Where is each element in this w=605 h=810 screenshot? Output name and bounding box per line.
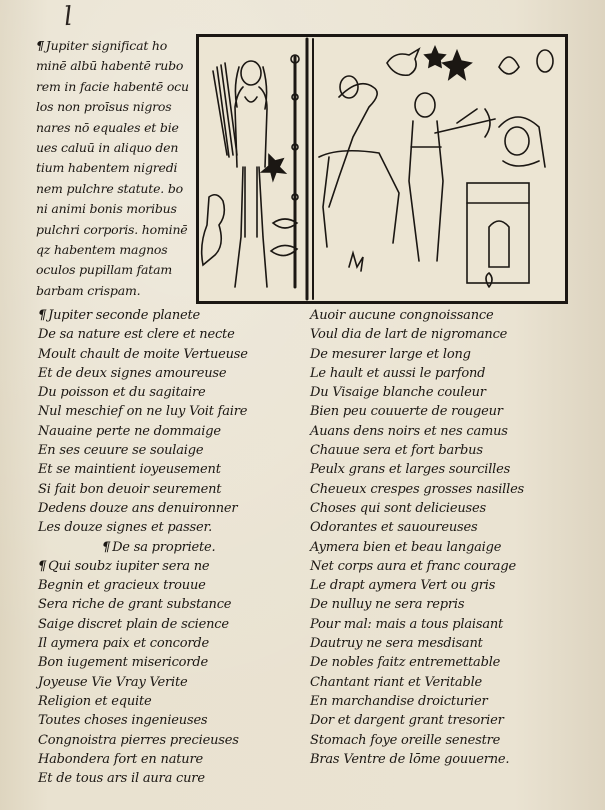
verse-line: Il aymera paix et concorde xyxy=(38,636,209,652)
verse-line: Congnoistra pierres precieuses xyxy=(38,732,239,748)
latin-line: tium habentem nigredi xyxy=(36,160,178,176)
folio-mark: l xyxy=(62,1,74,33)
latin-line: nem pulchre statute. bo xyxy=(36,180,183,196)
jupiter-woodcut-figure xyxy=(199,37,565,301)
verse-line: Cheueux crespes grosses nasilles xyxy=(310,481,525,497)
latin-line: ¶ Jupiter significat ho xyxy=(36,38,168,53)
verse-line: Stomach foye oreille senestre xyxy=(310,732,501,748)
verse-line: Nauaine perte ne dommaige xyxy=(38,423,221,439)
verse-line: Les douze signes et passer. xyxy=(38,520,213,536)
verse-line: Dedens douze ans denuironner xyxy=(38,500,238,516)
pilcrow-icon: ¶ xyxy=(102,539,111,555)
latin-line: nares nō equales et bie xyxy=(36,119,179,135)
verse-line: Chauue sera et fort barbus xyxy=(310,443,483,459)
verse-line: En marchandise droicturier xyxy=(310,693,488,709)
verse-line: Net corps aura et franc courage xyxy=(310,558,516,574)
verse-line: Dor et dargent grant tresorier xyxy=(310,713,504,729)
verse-line: De nulluy ne sera repris xyxy=(310,597,465,613)
right-verse-column xyxy=(310,306,580,769)
verse-line: Auoir aucune congnoissance xyxy=(310,308,494,323)
verse-line: Auans dens noirs et nes camus xyxy=(310,423,508,439)
pilcrow-icon: ¶ xyxy=(38,558,47,574)
verse-line: Aymera bien et beau langaige xyxy=(310,539,502,555)
latin-line: los non proīsus nigros xyxy=(36,99,172,115)
verse-line: Odorantes et sauoureuses xyxy=(310,520,478,536)
verse-line: Toutes choses ingenieuses xyxy=(38,713,208,729)
verse-line: Choses qui sont delicieuses xyxy=(310,500,486,516)
verse-line: Bras Ventre de lōme gouuerne. xyxy=(310,751,510,767)
verse-line: De nobles faitz entremettable xyxy=(310,655,501,671)
verse-line: Le drapt aymera Vert ou gris xyxy=(310,578,496,594)
latin-description xyxy=(36,36,196,301)
latin-line: rem in facie habentē ocu xyxy=(36,78,189,94)
woodcut-illustration xyxy=(196,34,568,304)
verse-line: Et de deux signes amoureuse xyxy=(38,365,227,381)
pilcrow-icon: ¶ xyxy=(38,308,47,323)
latin-line: qz habentem magnos xyxy=(36,242,168,258)
verse-line: Pour mal: mais a tous plaisant xyxy=(310,616,504,632)
verse-line: Le hault et aussi le parfond xyxy=(310,365,486,381)
latin-line: oculos pupillam fatam xyxy=(36,262,173,278)
verse-line: Begnin et gracieux trouue xyxy=(38,578,206,594)
latin-line: ues caluū in aliquo den xyxy=(36,140,179,156)
verse-line: Saige discret plain de science xyxy=(38,616,229,632)
verse-line: Bon iugement misericorde xyxy=(38,655,208,671)
verse-line: Sera riche de grant substance xyxy=(38,597,232,613)
pilcrow-icon: ¶ xyxy=(36,38,44,53)
verse-line: Bien peu couuerte de rougeur xyxy=(310,404,503,420)
verse-line: Habondera fort en nature xyxy=(38,751,203,767)
verse-line: Religion et equite xyxy=(38,693,152,709)
verse-line: Dautruy ne sera mesdisant xyxy=(310,636,483,652)
latin-line: minē albū habentē rubo xyxy=(36,58,184,74)
latin-line: pulchri corporis. hominē xyxy=(36,221,188,237)
verse-line: ¶ Qui soubz iupiter sera ne xyxy=(38,558,210,574)
verse-line: Et de tous ars il aura cure xyxy=(38,771,205,787)
verse-line: En ses ceuure se soulaige xyxy=(38,443,204,459)
verse-line: ¶ Jupiter seconde planete xyxy=(38,308,201,323)
verse-line: Chantant riant et Veritable xyxy=(310,674,483,690)
verse-line: Joyeuse Vie Vray Verite xyxy=(38,674,188,690)
verse-line: Du poisson et du sagitaire xyxy=(38,385,206,401)
left-verse-column xyxy=(38,306,302,788)
verse-line: Si fait bon deuoir seurement xyxy=(38,481,222,497)
verse-line: Voul dia de lart de nigromance xyxy=(310,327,508,343)
latin-line: barbam crispam. xyxy=(36,282,141,298)
latin-line: ni animi bonis moribus xyxy=(36,201,177,217)
verse-line: De sa nature est clere et necte xyxy=(38,327,235,343)
verse-line: Moult chault de moite Vertueuse xyxy=(38,346,248,362)
section-heading: ¶ De sa propriete. xyxy=(102,539,216,555)
verse-line: De mesurer large et long xyxy=(310,346,471,362)
verse-line: Peulx grans et larges sourcilles xyxy=(310,462,511,478)
verse-line: Du Visaige blanche couleur xyxy=(310,385,486,401)
verse-line: Et se maintient ioyeusement xyxy=(38,462,221,478)
verse-line: Nul meschief on ne luy Voit faire xyxy=(38,404,248,420)
